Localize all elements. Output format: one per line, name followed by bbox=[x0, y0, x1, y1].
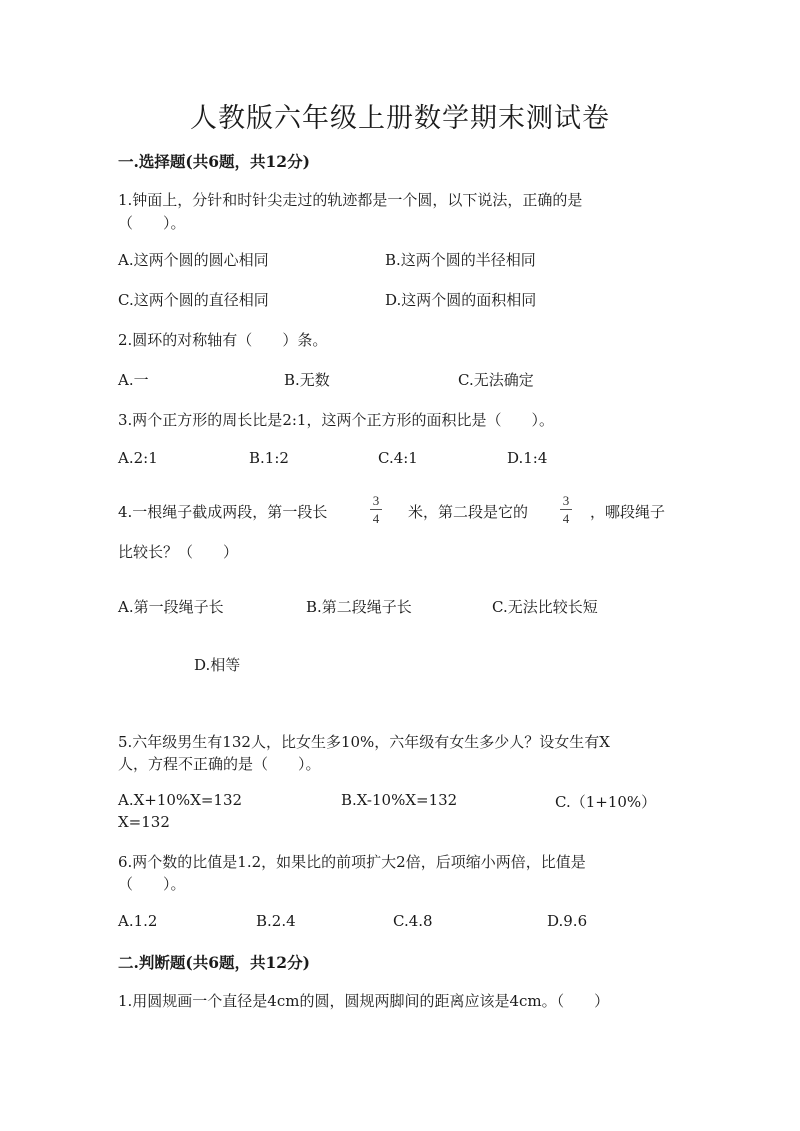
question-1-option-d: D.这两个圆的面积相同 bbox=[385, 291, 537, 309]
question-3-text: 3.两个正方形的周长比是2:1，这两个正方形的面积比是（ ）。 bbox=[118, 411, 554, 429]
fraction-denominator: 4 bbox=[372, 511, 380, 526]
question-3-option-a: A.2:1 bbox=[118, 449, 158, 467]
question-6-option-c: C.4.8 bbox=[393, 912, 433, 930]
fraction-numerator: 3 bbox=[562, 493, 570, 508]
judge-question-1-text: 1.用圆规画一个直径是4cm的圆，圆规两脚间的距离应该是4cm。（ ） bbox=[118, 992, 610, 1010]
question-4-option-a: A.第一段绳子长 bbox=[118, 598, 224, 616]
question-4-line-2: 比较长？（ ） bbox=[118, 543, 239, 561]
fraction-three-quarters bbox=[368, 494, 384, 525]
question-1-line-1: 1.钟面上，分针和时针尖走过的轨迹都是一个圆，以下说法，正确的是 bbox=[118, 191, 583, 209]
question-2-option-b: B.无数 bbox=[284, 371, 330, 389]
question-2-text: 2.圆环的对称轴有（ ）条。 bbox=[118, 331, 328, 349]
question-6-option-b: B.2.4 bbox=[256, 912, 296, 930]
question-6-line-2: （ ）。 bbox=[118, 875, 186, 893]
question-4-option-d: D.相等 bbox=[194, 656, 241, 674]
question-4-part-1: 4.一根绳子截成两段，第一段长 bbox=[118, 503, 328, 521]
question-1-option-a: A.这两个圆的圆心相同 bbox=[118, 251, 269, 269]
fraction-numerator: 3 bbox=[372, 493, 380, 508]
question-5-option-a: A.X+10%X=132 bbox=[118, 791, 243, 809]
question-5-option-b: B.X-10%X=132 bbox=[341, 791, 458, 809]
question-4-part-2: 米，第二段是它的 bbox=[408, 503, 529, 521]
question-1-line-2: （ ）。 bbox=[118, 214, 186, 232]
question-3-option-d: D.1:4 bbox=[507, 449, 548, 467]
page-title: 人教版六年级上册数学期末测试卷 bbox=[190, 103, 610, 134]
question-2-option-a: A.一 bbox=[118, 371, 149, 389]
question-6-line-1: 6.两个数的比值是1.2，如果比的前项扩大2倍，后项缩小两倍，比值是 bbox=[118, 853, 586, 871]
fraction-three-quarters bbox=[558, 494, 574, 525]
question-5-option-c: C.（1+10%） bbox=[555, 793, 657, 811]
question-4-option-c: C.无法比较长短 bbox=[492, 598, 598, 616]
question-5-line-2: 人，方程不正确的是（ ）。 bbox=[118, 755, 321, 773]
question-4-option-b: B.第二段绳子长 bbox=[306, 598, 412, 616]
question-6-option-a: A.1.2 bbox=[118, 912, 158, 930]
question-3-option-c: C.4:1 bbox=[378, 449, 418, 467]
question-3-option-b: B.1:2 bbox=[249, 449, 289, 467]
question-1-option-b: B.这两个圆的半径相同 bbox=[385, 251, 536, 269]
section-heading-choice: 一.选择题(共6题，共12分) bbox=[118, 152, 310, 171]
question-4-part-3: ，哪段绳子 bbox=[590, 503, 666, 521]
question-5-option-c-continued: X=132 bbox=[118, 813, 170, 831]
question-1-option-c: C.这两个圆的直径相同 bbox=[118, 291, 269, 309]
question-6-option-d: D.9.6 bbox=[547, 912, 588, 930]
section-heading-true-false: 二.判断题(共6题，共12分) bbox=[118, 953, 310, 972]
question-5-line-1: 5.六年级男生有132人，比女生多10%，六年级有女生多少人？设女生有X bbox=[118, 733, 610, 751]
fraction-denominator: 4 bbox=[562, 511, 570, 526]
question-2-option-c: C.无法确定 bbox=[458, 371, 534, 389]
